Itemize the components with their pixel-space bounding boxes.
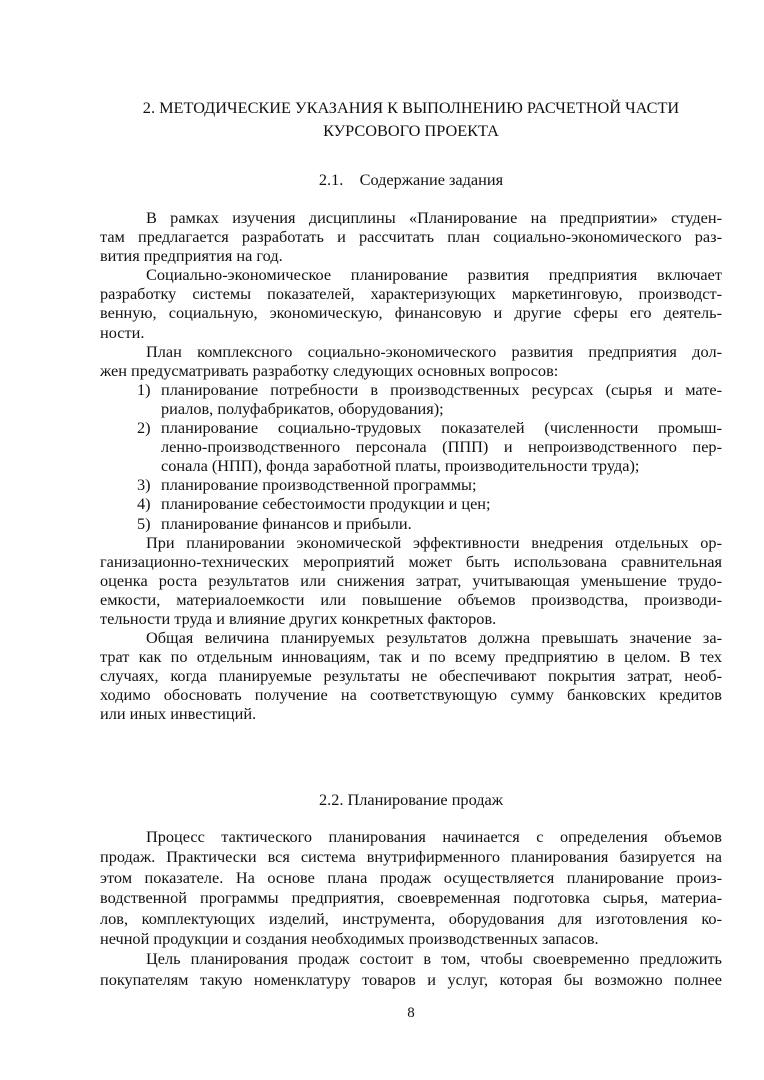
text-line: емкости, материалоемкости или повышение объемов производства, производи-	[100, 589, 722, 609]
paragraph	[100, 342, 722, 380]
text-line: жен предусматривать разработку следующих основных вопросов:	[100, 360, 559, 380]
paragraph	[100, 265, 722, 341]
text-line: случаях, когда планируемые результаты не обеспечивают покрытия затрат, необ-	[100, 666, 722, 686]
text-line: венную, социальную, экономическую, финансовую и другие сферы его деятель-	[100, 303, 722, 323]
text-line: планирование производственной программы;	[161, 475, 477, 495]
text-line: ленно-производственного персонала (ППП) и непроизводственного пер-	[161, 437, 722, 457]
paragraph	[100, 827, 722, 949]
text-line: План комплексного социально-экономического развития предприятия дол-	[146, 341, 722, 361]
list-number: 4)	[137, 494, 151, 514]
paragraph	[100, 949, 722, 990]
text-line: или иных инвестиций.	[100, 704, 257, 724]
text-line: ности.	[100, 322, 145, 342]
text-line: продаж. Практически вся система внутрифирменного планирования базируется на	[100, 847, 722, 867]
list-item	[100, 418, 722, 475]
text-line: Цель планирования продаж состоит в том, чтобы своевременно предложить	[146, 949, 722, 969]
list-item	[100, 475, 722, 494]
text-line: В рамках изучения дисциплины «Планирование на предприятии» студен-	[146, 208, 722, 227]
numbered-list	[100, 380, 722, 533]
text-line: трат как по отдельным инновациям, так и по всему предприятию в целом. В тех	[100, 647, 722, 667]
text-line: планирование финансов и прибыли.	[161, 513, 412, 533]
text-line: нечной продукции и создания необходимых производственных запасов.	[100, 929, 599, 949]
text-line: планирование потребности в производственных ресурсах (сырья и мате-	[161, 379, 722, 399]
page-number: 8	[407, 1005, 415, 1021]
paragraph	[100, 628, 722, 723]
chapter-title	[100, 96, 722, 142]
text-line: Процесс тактического планирования начинается с определения объемов	[146, 827, 722, 846]
chapter-title-line: КУРСОВОГО ПРОЕКТА	[323, 121, 499, 140]
text-line: планирование себестоимости продукции и цен;	[161, 494, 491, 514]
text-line: При планировании экономической эффективности внедрения отдельных ор-	[146, 532, 722, 552]
list-number: 3)	[137, 475, 151, 495]
text-line: вития предприятия на год.	[100, 246, 283, 266]
text-line: оценка роста результатов или снижения затрат, учитывающая уменьшение трудо-	[100, 570, 722, 590]
text-line: водственной программы предприятия, своевременная подготовка сырья, материа-	[100, 888, 722, 908]
text-line: лов, комплектующих изделий, инструмента, оборудования для изготовления ко-	[100, 908, 722, 928]
text-line: тельности труда и влияние других конкретных факторов.	[100, 608, 497, 628]
section-heading-2-2: 2.2. Планирование продаж	[318, 790, 503, 809]
paragraph	[100, 208, 722, 265]
section-1-body	[100, 208, 722, 724]
text-line: покупателям такую номенклатуру товаров и услуг, которая бы возможно полнее	[100, 969, 722, 989]
text-line: этом показателе. На основе плана продаж осуществляется планирование произ-	[100, 867, 722, 887]
list-number: 2)	[137, 418, 151, 438]
text-line: риалов, полуфабрикатов, оборудования);	[161, 398, 444, 418]
list-item	[100, 380, 722, 418]
list-number: 5)	[137, 513, 151, 533]
text-line: разработку системы показателей, характеризующих маркетинговую, производст-	[100, 284, 722, 304]
text-line: планирование социально-трудовых показателей (численности промыш-	[161, 418, 722, 438]
text-line: ганизационно-технических мероприятий может быть использована сравнительная	[100, 551, 722, 571]
list-item	[100, 514, 722, 533]
list-item	[100, 494, 722, 513]
section-2-body	[100, 827, 722, 990]
section-heading-2-1: 2.1. Содержание задания	[318, 170, 504, 189]
list-number: 1)	[137, 379, 151, 399]
chapter-title-line: 2. МЕТОДИЧЕСКИЕ УКАЗАНИЯ К ВЫПОЛНЕНИЮ РАСЧЕТНОЙ ЧАСТИ	[142, 98, 680, 117]
text-line: там предлагается разработать и рассчитать план социально-экономического раз-	[100, 227, 722, 247]
text-line: Общая величина планируемых результатов должна превышать значение за-	[146, 628, 722, 648]
text-line: ходимо обосновать получение на соответствующую сумму банковских кредитов	[100, 685, 722, 705]
paragraph	[100, 533, 722, 628]
text-line: сонала (НПП), фонда заработной платы, производительности труда);	[161, 456, 640, 476]
text-line: Социально-экономическое планирование развития предприятия включает	[146, 265, 722, 285]
